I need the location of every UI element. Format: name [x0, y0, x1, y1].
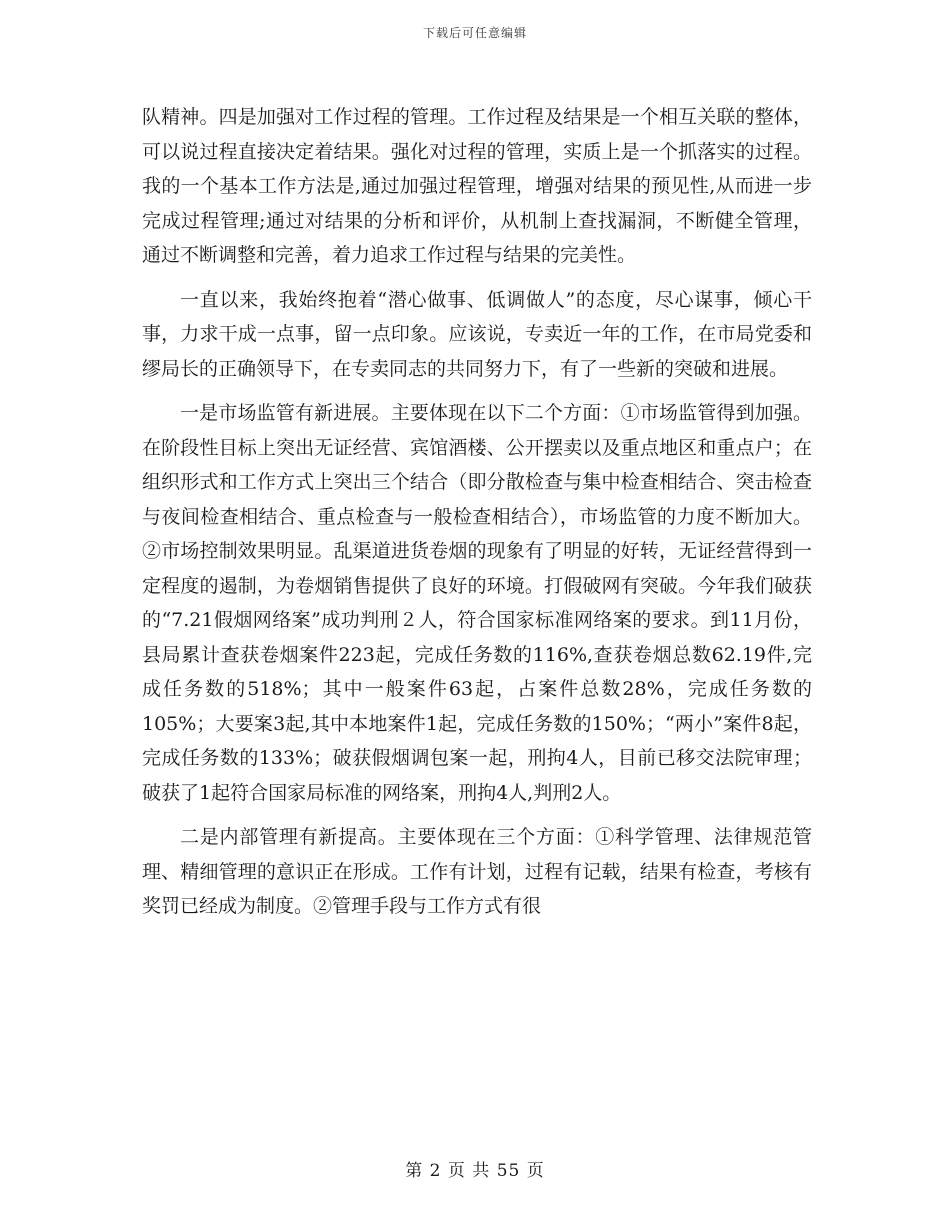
paragraph-internal-management: 二是内部管理有新提高。主要体现在三个方面：①科学管理、法律规范管理、精细管理的意识正在形成。工作有计划，过程有记载，结果有检查，考核有奖罚已经成为制度。②管理手段与工作方式有很	[142, 826, 812, 917]
paragraph-attitude: 一直以来，我始终抱着“潜心做事、低调做人”的态度，尽心谋事，倾心干事，力求干成一点事，留一点印象。应该说，专卖近一年的工作，在市局党委和缪局长的正确领导下，在专卖同志的共同努力下，有了一些新的突破和进展。	[142, 288, 812, 380]
page-footer: 第 2 页 共 55 页	[405, 1161, 545, 1181]
paragraph-continuation: 队精神。四是加强对工作过程的管理。工作过程及结果是一个相互关联的整体，可以说过程直接决定着结果。强化对过程的管理，实质上是一个抓落实的过程。我的一个基本工作方法是,通过加强过程管理，增强对结果的预见性,从而进一步完成过程管理;通过对结果的分析和评价，从机制上查找漏洞，不断健全管理，通过不断调整和完善，着力追求工作过程与结果的完美性。	[142, 106, 812, 266]
paragraph-market-supervision: 一是市场监管有新进展。主要体现在以下二个方面：①市场监管得到加强。在阶段性目标上突出无证经营、宾馆酒楼、公开摆卖以及重点地区和重点户；在组织形式和工作方式上突出三个结合（即分散检查与集中检查相结合、突击检查与夜间检查相结合、重点检查与一般检查相结合），市场监管的力度不断加大。②市场控制效果明显。乱渠道进货卷烟的现象有了明显的好转，无证经营得到一定程度的遏制，为卷烟销售提供了良好的环境。打假破网有突破。今年我们破获的“7.21假烟网络案”成功判刑２人，符合国家标准网络案的要求。到11月份，县局累计查获卷烟案件223起，完成任务数的116%,查获卷烟总数62.19件,完成任务数的518%；其中一般案件63起，占案件总数28%，完成任务数的105%；大要案3起,其中本地案件1起，完成任务数的150%；“两小”案件8起，完成任务数的133%；破获假烟调包案一起，刑拘4人，目前已移交法院审理；破获了1起符合国家局标准的网络案，刑拘4人,判刑2人。	[142, 402, 812, 804]
page-header: 下载后可任意编辑	[422, 26, 527, 40]
document-body	[142, 100, 812, 934]
